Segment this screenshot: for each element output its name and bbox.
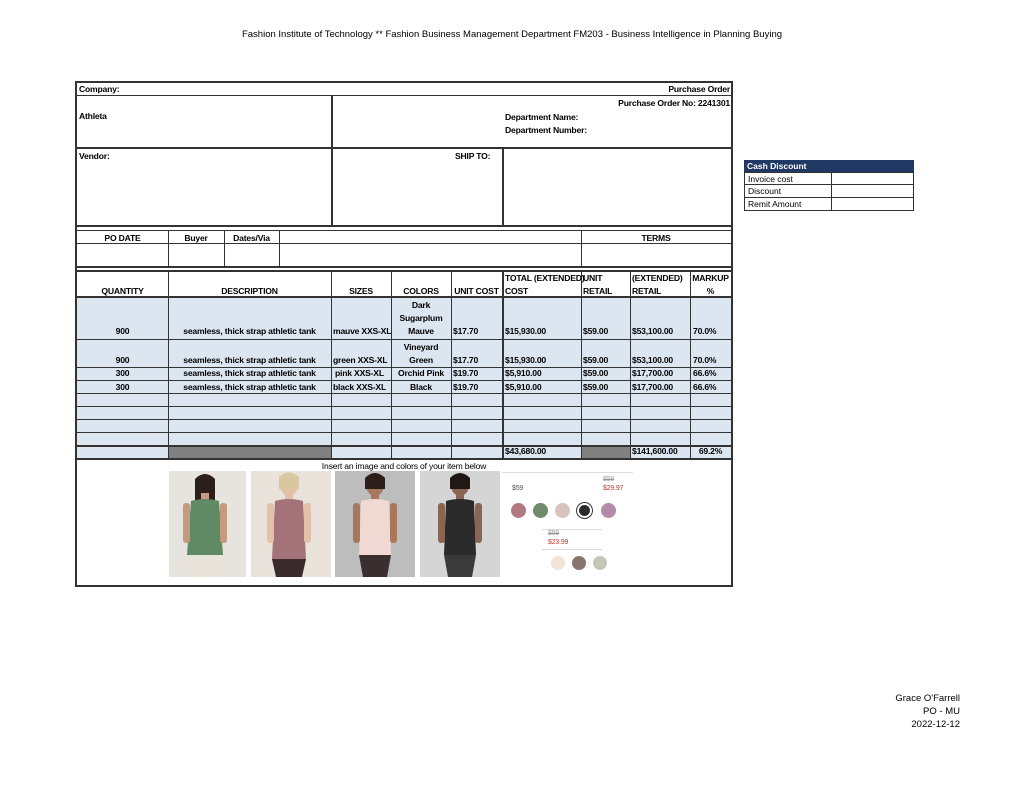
row-unit-retail: $59.00 <box>583 326 609 336</box>
row-sizes: black XXS-XL <box>333 382 387 392</box>
price-c-sale: $23.99 <box>548 539 569 546</box>
row-sizes: green XXS-XL <box>333 355 388 365</box>
document-code: PO - MU <box>923 706 960 717</box>
row-total-cost: $5,910.00 <box>505 382 542 392</box>
row-description: seamless, thick strap athletic tank <box>183 368 316 378</box>
row-color: Black <box>410 382 432 392</box>
signature-block <box>895 692 960 731</box>
page-header-title: Fashion Institute of Technology ** Fashion Business Management Department FM203 - Business Intelligence in Planning Buying <box>241 29 783 40</box>
markup-total: 69.2% <box>698 446 723 456</box>
row-quantity: 300 <box>115 382 130 392</box>
row-unit-retail: $59.00 <box>583 382 609 392</box>
price-swatch-panel <box>502 471 633 577</box>
total-cost-sum: $43,680.00 <box>505 446 547 456</box>
row-total-cost: $15,930.00 <box>505 326 547 336</box>
price-a: $59 <box>512 485 524 492</box>
col-total-cost-l2: COST <box>505 286 529 296</box>
row-sizes: pink XXS-XL <box>335 368 384 378</box>
document-date: 2022-12-12 <box>911 719 960 730</box>
purchase-order-form <box>75 81 733 587</box>
row-unit-cost: $17.70 <box>453 355 479 365</box>
department-name-label: Department Name: <box>505 112 579 122</box>
price-b-sale: $29.97 <box>603 485 624 492</box>
swatch-taupe[interactable] <box>572 556 586 570</box>
row-markup: 66.6% <box>693 382 717 392</box>
col-unit-cost: UNIT COST <box>454 286 499 296</box>
swatch-cream[interactable] <box>551 556 565 570</box>
swatch-mauve[interactable] <box>511 503 526 518</box>
row-color-line1: Vineyard <box>403 342 439 352</box>
row-unit-cost: $19.70 <box>453 382 479 392</box>
col-quantity: QUANTITY <box>101 286 144 296</box>
swatch-green[interactable] <box>533 503 548 518</box>
row-color-line1: Dark <box>411 300 431 310</box>
terms-label: TERMS <box>641 233 671 243</box>
dates-via-label: Dates/Via <box>233 233 270 243</box>
row-description: seamless, thick strap athletic tank <box>183 355 316 365</box>
row-quantity: 900 <box>115 355 130 365</box>
ship-to-label: SHIP TO: <box>455 151 491 161</box>
col-unit-retail-l2: RETAIL <box>583 286 613 296</box>
col-markup-l2: % <box>706 286 715 296</box>
row-description: seamless, thick strap athletic tank <box>183 326 316 336</box>
cash-row-invoice <box>744 172 914 185</box>
col-ext-retail-l1: (EXTENDED) <box>632 273 683 283</box>
row-quantity: 300 <box>115 368 130 378</box>
buyer-label: Buyer <box>184 233 208 243</box>
po-number: Purchase Order No: 2241301 <box>618 98 730 108</box>
row-ext-retail: $53,100.00 <box>632 326 674 336</box>
row-markup: 66.6% <box>693 368 717 378</box>
swatch-orchid[interactable] <box>601 503 616 518</box>
swatch-pink[interactable] <box>555 503 570 518</box>
col-description: DESCRIPTION <box>221 286 278 296</box>
product-photo-black <box>420 471 500 577</box>
row-ext-retail: $53,100.00 <box>632 355 674 365</box>
row-total-cost: $15,930.00 <box>505 355 547 365</box>
col-total-cost-l1: TOTAL (EXTENDED) <box>505 273 585 283</box>
row-description: seamless, thick strap athletic tank <box>183 382 316 392</box>
cash-row-remit <box>744 198 914 211</box>
cash-discount-title: Cash Discount <box>744 160 914 172</box>
row-total-cost: $5,910.00 <box>505 368 542 378</box>
ext-retail-sum: $141,600.00 <box>632 446 678 456</box>
remit-amount-label: Remit Amount <box>745 198 832 210</box>
vendor-label: Vendor: <box>79 151 110 161</box>
row-ext-retail: $17,700.00 <box>632 382 674 392</box>
row-color: Orchid Pink <box>397 368 445 378</box>
row-sizes: mauve XXS-XL <box>333 326 392 336</box>
row-color-line3: Mauve <box>408 326 434 336</box>
row-unit-retail: $59.00 <box>583 368 609 378</box>
row-unit-retail: $59.00 <box>583 355 609 365</box>
row-markup: 70.0% <box>693 326 717 336</box>
author-name: Grace O'Farrell <box>895 693 960 704</box>
row-color-line2: Sugarplum <box>399 313 443 323</box>
row-ext-retail: $17,700.00 <box>632 368 674 378</box>
swatch-black-selected[interactable] <box>576 502 593 519</box>
purchase-order-label: Purchase Order <box>668 84 730 94</box>
invoice-cost-label: Invoice cost <box>745 173 832 184</box>
discount-label: Discount <box>745 185 832 197</box>
price-c-old: $59 <box>548 530 560 537</box>
row-color-line2: Green <box>409 355 433 365</box>
product-photo-mauve <box>251 471 331 577</box>
col-colors: COLORS <box>403 286 439 296</box>
product-photo-pink <box>335 471 415 577</box>
row-unit-cost: $17.70 <box>453 326 479 336</box>
department-number-label: Department Number: <box>505 125 587 135</box>
cash-discount-box <box>744 160 914 211</box>
col-markup-l1: MARKUP <box>692 273 729 283</box>
row-markup: 70.0% <box>693 355 717 365</box>
row-quantity: 900 <box>115 326 130 336</box>
row-unit-cost: $19.70 <box>453 368 479 378</box>
images-caption: Insert an image and colors of your item below <box>321 461 487 471</box>
col-sizes: SIZES <box>349 286 373 296</box>
cash-row-discount <box>744 185 914 198</box>
price-b-old: $59 <box>603 476 615 483</box>
product-photo-green <box>169 471 246 577</box>
po-date-label: PO DATE <box>104 233 141 243</box>
col-unit-retail-l1: UNIT <box>583 273 603 283</box>
col-ext-retail-l2: RETAIL <box>632 286 662 296</box>
company-label: Company: <box>79 84 120 94</box>
company-name: Athleta <box>79 111 107 121</box>
swatch-sage-gray[interactable] <box>593 556 607 570</box>
